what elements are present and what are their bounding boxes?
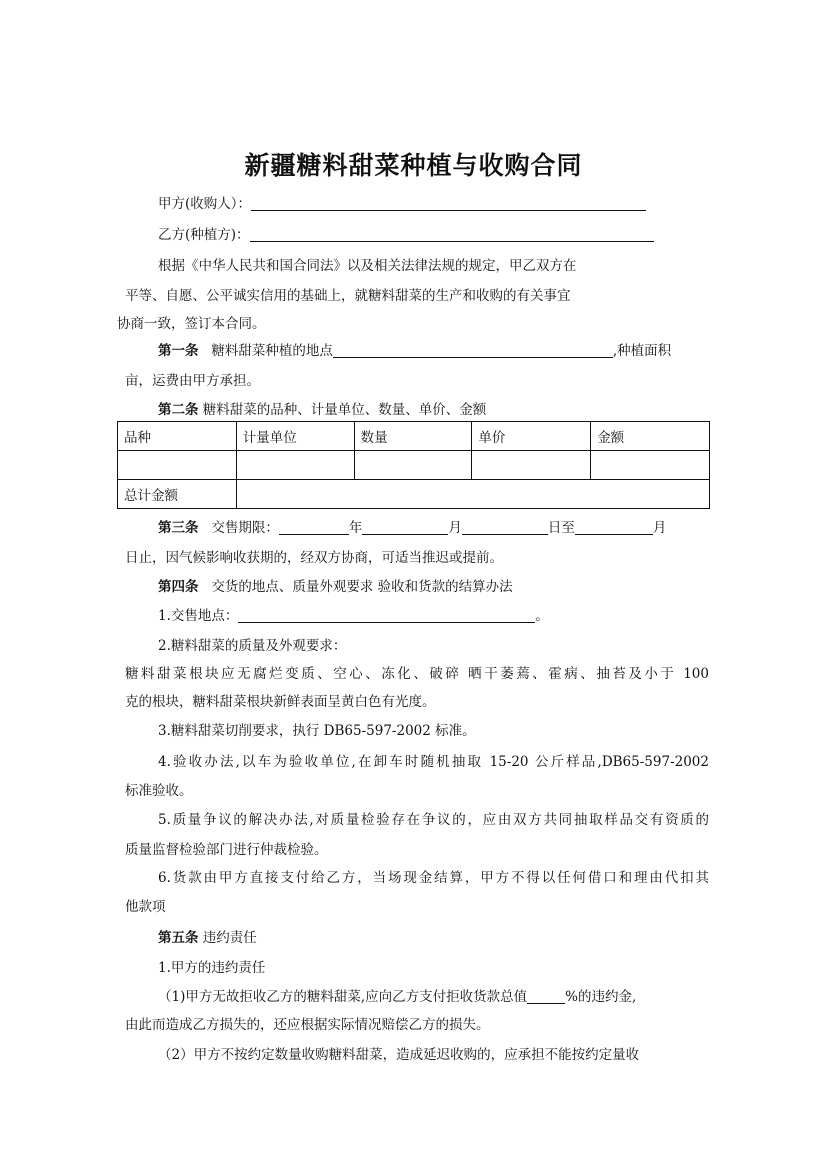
end-month-blank[interactable]	[575, 520, 653, 535]
clause-1-text-b: %的违约金,	[565, 989, 637, 1005]
article-5-line	[158, 929, 257, 947]
cell-unit[interactable]	[236, 451, 354, 480]
month2-label: 月	[652, 520, 667, 536]
article-4-item-4-line-1: 4.验收办法,以车为验收单位,在卸车时随机抽取 15-20 公斤样品,DB65-597-2002	[158, 754, 709, 770]
article-5-clause-2: （2）甲方不按约定数量收购糖料甜菜，造成延迟收购的，应承担不能按约定量收	[158, 1047, 640, 1063]
table-total-row	[118, 480, 710, 509]
delivery-place-blank[interactable]	[238, 608, 535, 623]
article-3-heading: 第三条	[158, 520, 199, 536]
article-4-item-5-line-2: 质量监督检验部门进行仲裁检验。	[125, 842, 328, 858]
party-a-line	[158, 195, 646, 213]
table-header-row	[118, 422, 710, 451]
article-5-sub-1: 1.甲方的违约责任	[158, 960, 266, 976]
party-b-label: 乙方(种植方)：	[158, 227, 250, 243]
article-4-item-6-line-2: 他款项	[125, 899, 166, 915]
planting-location-blank[interactable]	[333, 343, 613, 358]
article-2-heading: 第二条	[158, 402, 199, 418]
cell-quantity[interactable]	[354, 451, 472, 480]
quality-detail-line-1: 糖料甜菜根块应无腐烂变质、空心、冻化、破碎 晒干萎蔫、霍病、抽苔及小于 100	[125, 666, 709, 682]
year-label: 年	[348, 520, 363, 536]
specification-table	[117, 421, 710, 509]
article-4-text: 交货的地点、质量外观要求 验收和货款的结算办法	[211, 579, 513, 595]
article-4-item-2: 2.糖料甜菜的质量及外观要求：	[158, 638, 347, 654]
table-row	[118, 451, 710, 480]
total-amount-cell[interactable]	[236, 480, 709, 509]
article-5-clause-1	[158, 988, 636, 1006]
article-2-line	[158, 401, 486, 419]
party-b-blank[interactable]	[250, 227, 654, 242]
preamble-line-2: 平等、自愿、公平诚实信用的基础上，就糖料甜菜的生产和收购的有关事宜	[125, 288, 571, 304]
party-a-label: 甲方(收购人）：	[158, 196, 252, 212]
article-2-text: 糖料甜菜的品种、计量单位、数量、单价、金额	[202, 402, 487, 418]
start-month-blank[interactable]	[362, 520, 448, 535]
article-4-item-3: 3.糖料甜菜切削要求，执行 DB65-597-2002 标准。	[158, 723, 476, 739]
start-year-blank[interactable]	[279, 520, 349, 535]
article-5-heading: 第五条	[158, 930, 199, 946]
start-day-blank[interactable]	[462, 520, 548, 535]
article-5-clause-1-line-2: 由此而造成乙方损失的，还应根据实际情况赔偿乙方的损失。	[125, 1017, 490, 1033]
preamble-line-3: 协商一致，签订本合同。	[117, 316, 266, 332]
month-label: 月	[448, 520, 462, 536]
article-4-item-6-line-1: 6.货款由甲方直接支付给乙方，当场现金结算，甲方不得以任何借口和理由代扣其	[158, 870, 709, 886]
article-4-item-1	[158, 607, 549, 625]
cell-unit-price[interactable]	[472, 451, 591, 480]
article-1-text-a: 糖料甜菜种植的地点	[211, 343, 333, 359]
delivery-place-end: 。	[535, 608, 549, 624]
article-4-item-4-line-2: 标准验收。	[125, 783, 193, 799]
quality-detail-line-2: 克的根块，糖料甜菜根块新鲜表面呈黄白色有光度。	[125, 694, 436, 710]
article-1-line-2: 亩，运费由甲方承担。	[125, 373, 260, 389]
delivery-place-label: 1.交售地点：	[158, 608, 239, 624]
header-variety: 品种	[118, 422, 237, 451]
article-5-text: 违约责任	[202, 930, 257, 946]
cell-amount[interactable]	[591, 451, 710, 480]
article-1-text-b: ,种植面积	[612, 343, 672, 359]
article-1-heading: 第一条	[158, 343, 199, 359]
article-4-line	[158, 578, 513, 596]
day-to-label: 日至	[547, 520, 575, 536]
article-4-heading: 第四条	[158, 579, 199, 595]
article-3-line-1	[158, 519, 666, 537]
header-unit-price: 单价	[472, 422, 591, 451]
header-unit: 计量单位	[236, 422, 354, 451]
article-1-line-1	[158, 342, 671, 360]
header-quantity: 数量	[354, 422, 472, 451]
article-3-text: 交售期限：	[211, 520, 279, 536]
document-title: 新疆糖料甜菜种植与收购合同	[244, 151, 583, 180]
cell-variety[interactable]	[118, 451, 237, 480]
article-4-item-5-line-1: 5.质量争议的解决办法,对质量检验存在争议的，应由双方共同抽取样品交有资质的	[158, 812, 709, 828]
party-a-blank[interactable]	[251, 196, 646, 211]
article-3-line-2: 日止，因气候影响收获期的，经双方协商，可适当推迟或提前。	[125, 550, 503, 566]
penalty-percent-blank[interactable]	[527, 989, 565, 1004]
clause-1-text-a: （1)甲方无故拒收乙方的糖料甜菜,应向乙方支付拒收货款总值	[158, 989, 528, 1005]
total-label: 总计金额	[118, 480, 237, 509]
preamble-line-1: 根据《中华人民共和国合同法》以及相关法律法规的规定，甲乙双方在	[158, 258, 577, 274]
party-b-line	[158, 226, 654, 244]
header-amount: 金额	[591, 422, 710, 451]
